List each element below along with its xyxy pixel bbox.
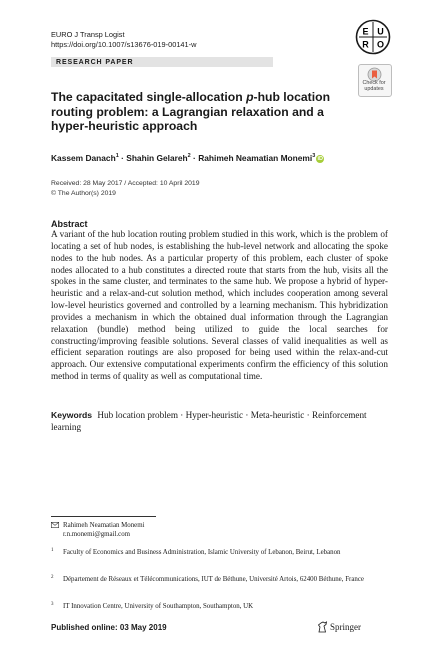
- springer-horse-icon: [317, 621, 328, 633]
- copyright-notice: © The Author(s) 2019: [51, 189, 116, 197]
- published-online-date: Published online: 03 May 2019: [51, 623, 167, 632]
- author-name[interactable]: Kassem Danach: [51, 152, 116, 163]
- article-type-label: RESEARCH PAPER: [56, 59, 134, 66]
- journal-header: [51, 30, 196, 50]
- corresponding-author-name: Rahimeh Neamatian Monemi: [63, 522, 145, 529]
- envelope-icon: [51, 522, 59, 528]
- svg-text:O: O: [376, 39, 385, 50]
- publication-dates: [51, 179, 200, 198]
- keywords: [51, 410, 388, 434]
- author-name[interactable]: Rahimeh Neamatian Monemi: [198, 152, 313, 163]
- footnote-divider: [51, 516, 156, 517]
- corresponding-author-email[interactable]: r.n.monemi@gmail.com: [63, 531, 131, 538]
- author-affiliation-marker: 1: [115, 153, 119, 159]
- paper-title: The capacitated single-allocation p-hub location routing problem: a Lagrangian relaxation and a hyper-heuristic approach: [51, 90, 331, 133]
- author-affiliation-marker: 3: [312, 153, 316, 159]
- received-accepted-dates: Received: 28 May 2017 / Accepted: 10 April 2019: [51, 180, 200, 187]
- publisher-logo: [330, 622, 361, 632]
- svg-text:E: E: [362, 26, 369, 37]
- orcid-icon[interactable]: iD: [317, 155, 324, 162]
- keywords-heading: Keywords: [51, 410, 93, 420]
- keywords-text: Hub location problem · Hyper-heuristic · Meta-heuristic · Reinforcement learning: [51, 410, 367, 432]
- author-list: Kassem Danach$^1$ · Shahin Gelareh$^2$ · Rahimeh Neamatian Monemi$^3$ iD: [51, 152, 324, 163]
- author-name[interactable]: Shahin Gelareh: [126, 152, 188, 163]
- author-affiliation-marker: 2: [187, 153, 191, 159]
- svg-text:R: R: [362, 39, 369, 50]
- abstract-text: A variant of the hub location routing problem studied in this work, which is the problem of locating a set of hub nodes, is establishing the hub-level network and allocating the spoke nodes to the hub nodes. As a particular property of this problem, each cluster of spoke nodes allocated to a hub constitutes a directed route that starts from the hub, visits all the spokes in the same cluster, and terminates to the same hub. We propose a hybrid of hyper-heuristic and a relax-and-cut solution method, which includes cooperation among several low-level heuristics governed and controlled by a learning mechanism. This hybridization provides a mechanism in which the obtained dual information through the Lagrangian relaxation (bundle) method being utilized to guide the local searches for constructing/improving feasible solutions. Several classes of valid inequalities as well as efficient separation routings are also proposed for being used within the relax-and-cut approach. Our extensive computational experiments confirm the efficiency of this solution method in terms of quality as well as computational time.: [51, 229, 388, 382]
- journal-name: EURO J Transp Logist: [51, 30, 125, 39]
- publisher-name: Springer: [330, 622, 361, 632]
- abstract-heading: Abstract: [51, 219, 88, 229]
- journal-doi[interactable]: https://doi.org/10.1007/s13676-019-00141-w: [51, 40, 197, 49]
- check-for-updates-label: Check for updates: [362, 80, 386, 92]
- euro-logo-icon: [355, 19, 391, 55]
- svg-text:U: U: [377, 26, 384, 37]
